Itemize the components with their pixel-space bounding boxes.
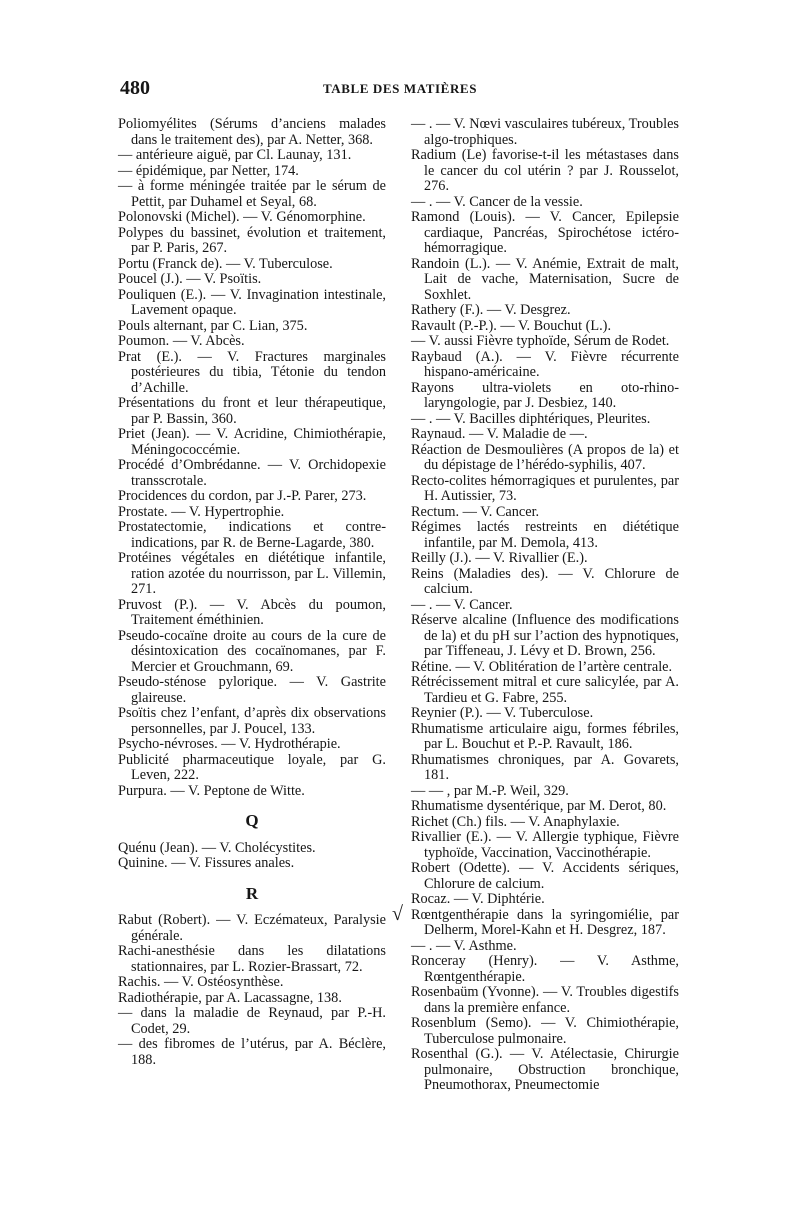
index-entry: Procédé d’Ombrédanne. — V. Orchidopexie transscrotale.	[118, 457, 386, 489]
index-entry: — des fibromes de l’utérus, par A. Béclère, 188.	[118, 1036, 386, 1068]
index-entry: Recto-colites hémorragiques et purulentes, par H. Autissier, 73.	[411, 472, 679, 504]
index-entry: Poumon. — V. Abcès.	[118, 333, 245, 349]
index-entry: Rhumatisme articulaire aigu, formes fébriles, par L. Bouchut et P.-P. Ravault, 186.	[411, 720, 679, 752]
index-entry: Ronceray (Henry). — V. Asthme, Rœntgenthérapie.	[411, 953, 679, 985]
index-entry: Rhumatismes chroniques, par A. Govarets, 181.	[411, 751, 679, 783]
margin-check-mark: √	[392, 903, 403, 925]
index-entry: Présentations du front et leur thérapeutique, par P. Bassin, 360.	[118, 395, 386, 427]
index-entry: Reilly (J.). — V. Rivallier (E.).	[411, 550, 588, 566]
index-entry: Pruvost (P.). — V. Abcès du poumon, Traitement éméthinien.	[118, 596, 386, 628]
index-entry: — V. aussi Fièvre typhoïde, Sérum de Rodet.	[411, 333, 670, 349]
section-letter-q: Q	[245, 811, 259, 830]
index-entry: Rabut (Robert). — V. Eczémateux, Paralysie générale.	[118, 912, 386, 944]
index-entry: Rétrécissement mitral et cure salicylée, par A. Tardieu et G. Fabre, 255.	[411, 674, 679, 706]
index-entry: Rœntgenthérapie dans la syringomiélie, par Delherm, Morel-Kahn et H. Desgrez, 187.	[411, 906, 679, 938]
index-entry: Protéines végétales en diététique infantile, ration azotée du nourrisson, par L. Villemin, 271.	[118, 550, 386, 597]
index-entry: Polypes du bassinet, évolution et traitement, par P. Paris, 267.	[118, 224, 386, 256]
running-title: TABLE DES MATIÈRES	[322, 81, 478, 96]
index-entry: — antérieure aiguë, par Cl. Launay, 131.	[118, 147, 352, 163]
index-entry: — — , par M.-P. Weil, 329.	[411, 782, 569, 799]
index-entry: Ramond (Louis). — V. Cancer, Epilepsie cardiaque, Pancréas, Spirochétose ictéro-hémorragique.	[411, 209, 679, 256]
left-column	[118, 117, 386, 1068]
index-entry: Radium (Le) favorise-t-il les métastases dans le cancer du col utérin ? par J. Rousselot, 276.	[411, 147, 679, 194]
page-number: 480	[120, 77, 150, 99]
index-entry: Publicité pharmaceutique loyale, par G. Leven, 222.	[118, 751, 386, 783]
index-entry: Poliomyélites (Sérums d’anciens malades dans le traitement des), par A. Netter, 368.	[118, 116, 386, 148]
index-entry: — . — V. Asthme.	[411, 937, 517, 954]
index-entry: Pouls alternant, par C. Lian, 375.	[118, 317, 308, 334]
index-entry: Radiothérapie, par A. Lacassagne, 138.	[118, 989, 342, 1006]
index-entry: Randoin (L.). — V. Anémie, Extrait de malt, Lait de vache, Maternisation, Sucre de Soxhlet.	[411, 255, 679, 303]
index-entry: Raynaud. — V. Maladie de —.	[411, 426, 588, 442]
index-entry: — . — V. Cancer de la vessie.	[411, 193, 583, 210]
index-entry: Ravault (P.-P.). — V. Bouchut (L.).	[411, 317, 612, 334]
index-entry: Pouliquen (E.). — V. Invagination intestinale, Lavement opaque.	[118, 286, 386, 318]
index-entry: — à forme méningée traitée par le sérum de Pettit, par Duhamel et Seyal, 68.	[118, 178, 386, 210]
index-entry: Rathery (F.). — V. Desgrez.	[411, 302, 571, 318]
index-entry: — . — V. Bacilles diphtériques, Pleurites.	[411, 410, 651, 427]
index-entry: Rétine. — V. Oblitération de l’artère centrale.	[411, 658, 673, 675]
index-entry: Régimes lactés restreints en diététique infantile, par M. Demola, 413.	[411, 519, 679, 551]
index-entry: Richet (Ch.) fils. — V. Anaphylaxie.	[411, 813, 620, 830]
index-entry: Pseudo-cocaïne droite au cours de la cure de désintoxication des cocaïnomanes, par F. Mercier et Grouchmann, 69.	[118, 627, 386, 675]
index-entry: Prat (E.). — V. Fractures marginales postérieures du tibia, Tétonie du tendon d’Achille.	[118, 348, 386, 396]
index-entry: Robert (Odette). — V. Accidents sériques, Chlorure de calcium.	[411, 860, 679, 892]
index-entry: Réserve alcaline (Influence des modifications de la) et du pH sur l’action des hypnotiques, par Tiffeneau, J. Lévy et D. Brown, 256.	[411, 612, 679, 659]
index-entry: Polonovski (Michel). — V. Génomorphine.	[118, 209, 366, 225]
index-entry: Raybaud (A.). — V. Fièvre récurrente hispano-américaine.	[411, 348, 679, 380]
index-entry: Psycho-névroses. — V. Hydrothérapie.	[118, 736, 341, 752]
index-entry: Priet (Jean). — V. Acridine, Chimiothérapie, Méningococcémie.	[118, 426, 386, 458]
index-entry: Reynier (P.). — V. Tuberculose.	[411, 705, 594, 721]
right-entries	[411, 117, 679, 1094]
index-entry: Prostatectomie, indications et contre-indications, par R. de Berne-Lagarde, 380.	[118, 519, 386, 551]
index-entry: Rachi-anesthésie dans les dilatations stationnaires, par L. Rozier-Brassart, 72.	[118, 943, 386, 975]
section-letter-r: R	[245, 883, 259, 903]
index-entry: Rachis. — V. Ostéosynthèse.	[118, 974, 284, 990]
index-entry: Procidences du cordon, par J.-P. Parer, 273.	[118, 488, 367, 504]
index-entry: — dans la maladie de Reynaud, par P.-H. Codet, 29.	[118, 1005, 386, 1037]
index-entry: Réaction de Desmoulières (A propos de la) et du dépistage de l’hérédo-syphilis, 407.	[411, 441, 679, 473]
index-entry: — épidémique, par Netter, 174.	[118, 162, 299, 179]
index-entry: Rhumatisme dysentérique, par M. Derot, 80.	[411, 798, 667, 814]
index-entry: Rosenblum (Semo). — V. Chimiothérapie, Tuberculose pulmonaire.	[411, 1015, 679, 1047]
left-entries	[118, 117, 386, 799]
index-entry: Rosenthal (G.). — V. Atélectasie, Chirurgie pulmonaire, Obstruction bronchique, Pneumothorax, Pneumectomie	[411, 1046, 679, 1093]
index-entry: Pseudo-sténose pylorique. — V. Gastrite glaireuse.	[118, 674, 386, 706]
index-entry: Reins (Maladies des). — V. Chlorure de calcium.	[411, 565, 679, 597]
index-entry: Rocaz. — V. Diphtérie.	[411, 891, 545, 907]
page-header	[0, 77, 800, 99]
index-entry: Rivallier (E.). — V. Allergie typhique, Fièvre typhoïde, Vaccination, Vaccinothérapie.	[411, 829, 679, 861]
index-entry: Rectum. — V. Cancer.	[411, 503, 540, 520]
q-entries	[118, 841, 386, 872]
index-entry: Quénu (Jean). — V. Cholécystites.	[118, 839, 316, 856]
r-entries-left	[118, 913, 386, 1068]
index-entry: Rosenbaüm (Yvonne). — V. Troubles digestifs dans la première enfance.	[411, 984, 679, 1016]
right-column	[411, 117, 679, 1094]
index-entry: Quinine. — V. Fissures anales.	[118, 855, 295, 871]
index-entry: Portu (Franck de). — V. Tuberculose.	[118, 255, 333, 272]
index-entry: Psoïtis chez l’enfant, d’après dix observations personnelles, par J. Poucel, 133.	[118, 705, 386, 737]
index-entry: — . — V. Nœvi vasculaires tubéreux, Troubles algo-trophiques.	[411, 116, 679, 148]
index-entry: Poucel (J.). — V. Psoïtis.	[118, 271, 262, 287]
index-entry: — . — V. Cancer.	[411, 596, 513, 613]
index-entry: Purpura. — V. Peptone de Witte.	[118, 782, 305, 799]
index-entry: Prostate. — V. Hypertrophie.	[118, 503, 285, 520]
index-entry: Rayons ultra-violets en oto-rhino-laryngologie, par J. Desbiez, 140.	[411, 379, 679, 411]
